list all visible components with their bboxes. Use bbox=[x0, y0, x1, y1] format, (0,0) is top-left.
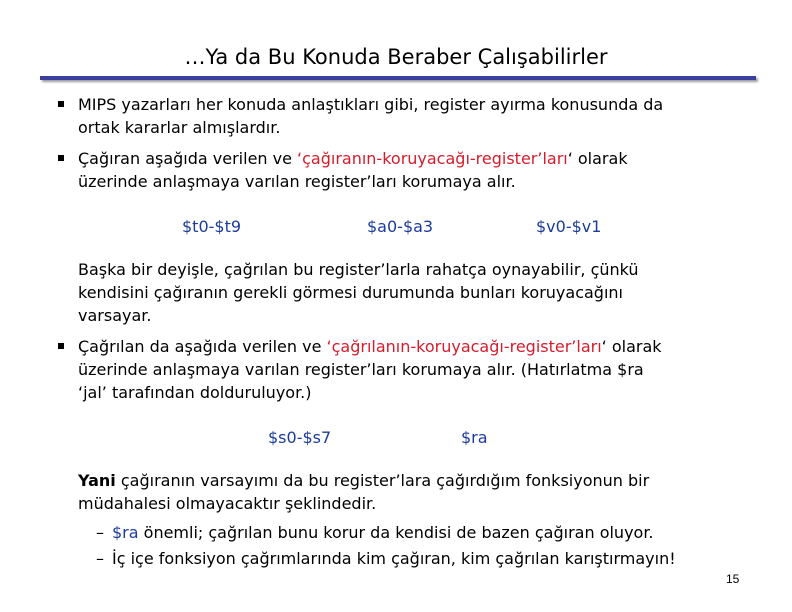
dash-marker: – bbox=[96, 549, 104, 568]
register-label: $t0-$t9 bbox=[182, 217, 242, 236]
slide-title: …Ya da Bu Konuda Beraber Çalışabilirler bbox=[184, 45, 608, 69]
text-span: ‘ olarak bbox=[567, 149, 628, 168]
paragraph-line bbox=[78, 148, 628, 170]
paragraph-line: müdahalesi olmayacaktır şeklindedir. bbox=[78, 494, 377, 513]
register-inline: $ra bbox=[112, 523, 139, 542]
bullet-marker bbox=[58, 101, 64, 107]
register-label: $s0-$s7 bbox=[268, 428, 332, 447]
paragraph-line bbox=[78, 470, 649, 492]
paragraph-line: üzerinde anlaşmaya varılan register’ları korumaya alır. bbox=[78, 172, 516, 191]
text-span: Çağıran aşağıda verilen ve bbox=[78, 149, 298, 168]
paragraph-line: ortak kararlar almışlardır. bbox=[78, 118, 281, 137]
sub-bullet-line bbox=[112, 522, 654, 544]
text-span: çağıranın varsayımı da bu register’lara çağırdığım fonksiyonun bir bbox=[115, 471, 650, 490]
page-number: 15 bbox=[726, 572, 740, 586]
text-span: ‘ olarak bbox=[601, 337, 662, 356]
title-underline bbox=[40, 76, 756, 80]
register-label: $v0-$v1 bbox=[536, 217, 602, 236]
emphasis-text: Yani bbox=[78, 471, 116, 490]
paragraph-line: Başka bir deyişle, çağrılan bu register’larla rahatça oynayabilir, çünkü bbox=[78, 260, 639, 279]
dash-marker: – bbox=[96, 523, 104, 542]
bullet-marker bbox=[58, 155, 64, 161]
paragraph-line: ‘jal’ tarafından dolduruluyor.) bbox=[78, 383, 312, 402]
paragraph-line: varsayar. bbox=[78, 306, 152, 325]
text-span: Çağrılan da aşağıda verilen ve bbox=[78, 337, 327, 356]
sub-bullet-line: İç içe fonksiyon çağrımlarında kim çağıran, kim çağrılan karıştırmayın! bbox=[112, 549, 676, 568]
paragraph-line: üzerinde anlaşmaya varılan register’ları korumaya alır. (Hatırlatma $ra bbox=[78, 360, 644, 379]
paragraph-line bbox=[78, 336, 662, 358]
paragraph-line: MIPS yazarları her konuda anlaştıkları gibi, register ayırma konusunda da bbox=[78, 95, 664, 114]
paragraph-line: kendisini çağıranın gerekli görmesi durumunda bunları koruyacağını bbox=[78, 283, 623, 302]
text-span: önemli; çağrılan bunu korur da kendisi de bazen çağıran oluyor. bbox=[138, 523, 654, 542]
bullet-marker bbox=[58, 343, 64, 349]
highlighted-term: ‘çağrılanın-koruyacağı-register’ları bbox=[326, 337, 602, 356]
register-label: $ra bbox=[461, 428, 488, 447]
register-label: $a0-$a3 bbox=[367, 217, 434, 236]
highlighted-term: ‘çağıranın-koruyacağı-register’ları bbox=[297, 149, 568, 168]
